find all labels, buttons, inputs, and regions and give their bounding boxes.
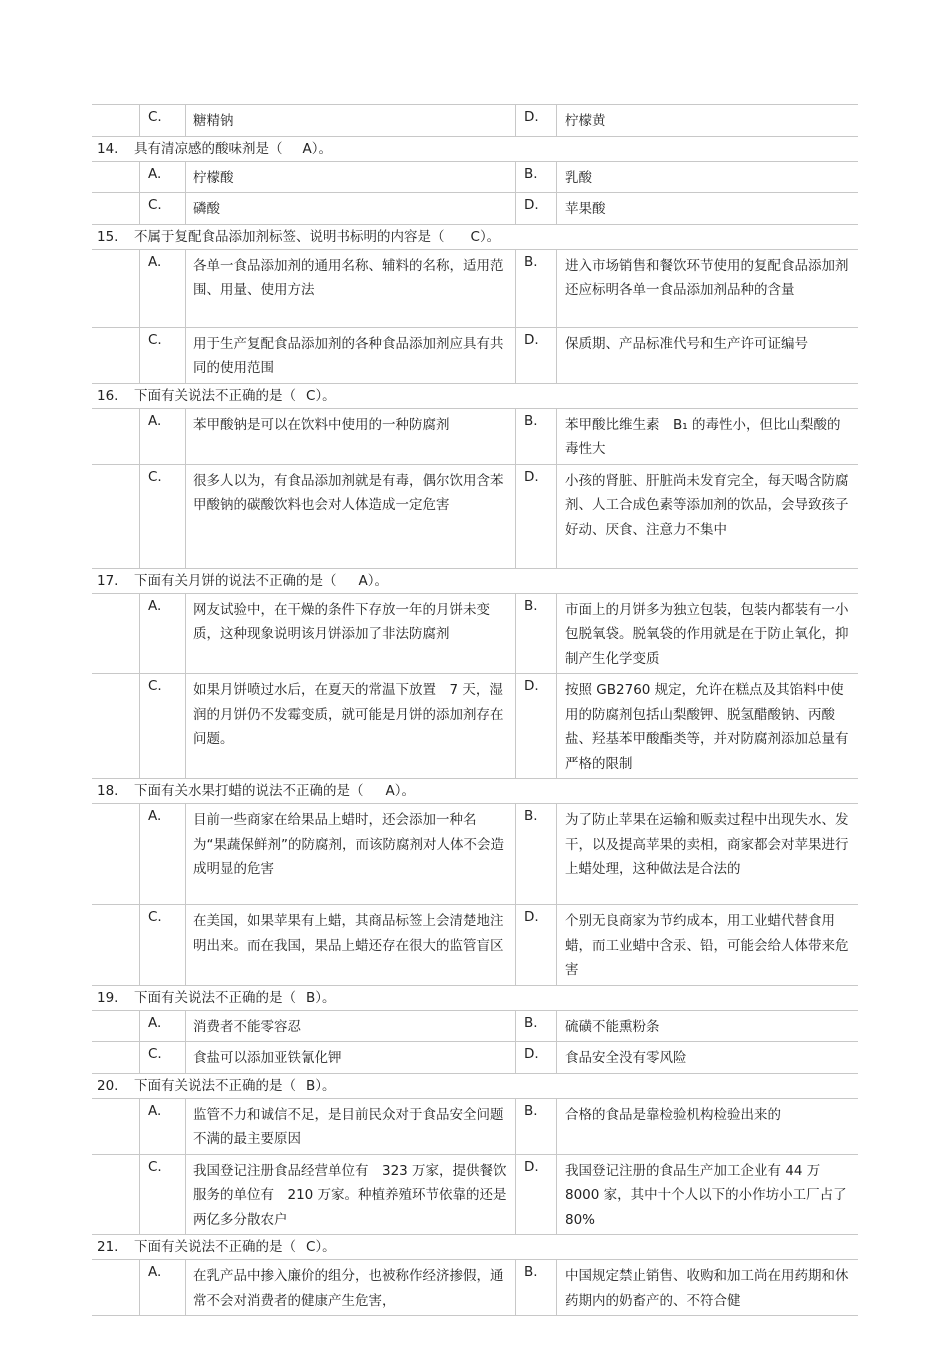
stem-end: ）。 — [394, 783, 415, 799]
stem-text: 下面有关水果打蜡的说法不正确的是（ — [134, 783, 364, 799]
stem-end: ）。 — [479, 228, 501, 245]
option-text: 个别无良商家为节约成本，用工业蜡代替食用蜡，而工业蜡中含汞、铅，可能会给人体带来危害 — [557, 905, 859, 986]
question-number: 17. — [97, 572, 119, 589]
question-number: 18. — [97, 783, 119, 799]
stem-end: ）。 — [311, 140, 332, 157]
option-text: 在美国，如果苹果有上蜡，其商品标签上会清楚地注明出来。而在我国，果品上蜡还存在很大的监管盲区 — [186, 905, 516, 986]
question-number: 14. — [97, 140, 119, 157]
option-label: B. — [516, 1260, 557, 1316]
stem-text: 下面有关说法不正确的是（ — [134, 1077, 296, 1094]
option-text: 乳酸 — [557, 161, 859, 193]
option-text: 各单一食品添加剂的通用名称、辅料的名称，适用范围、用量、使用方法 — [186, 249, 516, 327]
option-text: 我国登记注册食品经营单位有 323 万家，提供餐饮服务的单位有 210 万家。种植养殖环节依靠的还是两亿多分散农户 — [186, 1154, 516, 1235]
option-label: A. — [140, 249, 186, 327]
option-label: A. — [140, 1010, 186, 1042]
stem-text: 下面有关说法不正确的是（ — [134, 1239, 296, 1255]
stem-text: 下面有关说法不正确的是（ — [134, 989, 296, 1006]
q18-options — [92, 803, 858, 986]
stem-text: 下面有关月饼的说法不正确的是（ — [134, 572, 337, 589]
option-label: A. — [140, 1260, 186, 1316]
stem-text: 具有清凉感的酸味剂是（ — [134, 140, 283, 157]
option-text: 我国登记注册的食品生产加工企业有 44 万 8000 家，其中十个人以下的小作坊小工厂占了 80% — [557, 1154, 859, 1235]
option-label: D. — [516, 674, 557, 779]
question-stem — [92, 986, 858, 1010]
option-text: 保质期、产品标准代号和生产许可证编号 — [557, 327, 859, 383]
option-text: 中国规定禁止销售、收购和加工尚在用药期和休药期内的奶畜产的、不符合健 — [557, 1260, 859, 1316]
option-label: C. — [140, 193, 186, 225]
option-text: 为了防止苹果在运输和贩卖过程中出现失水、发干，以及提高苹果的卖相，商家都会对苹果进行上蜡处理，这种做法是合法的 — [557, 804, 859, 905]
stem-text: 下面有关说法不正确的是（ — [134, 387, 296, 404]
option-text: 在乳产品中掺入廉价的组分，也被称作经济掺假，通常不会对消费者的健康产生危害， — [186, 1260, 516, 1316]
option-label: B. — [516, 1010, 557, 1042]
option-label: A. — [140, 804, 186, 905]
option-text: 食品安全没有零风险 — [557, 1042, 859, 1074]
option-text: 合格的食品是靠检验机构检验出来的 — [557, 1098, 859, 1154]
stem-end: ）。 — [315, 989, 336, 1006]
option-label: A. — [140, 593, 186, 674]
answer-letter: B — [306, 1077, 316, 1094]
question-stem — [92, 569, 858, 593]
q14-options — [92, 161, 858, 225]
q17-options — [92, 593, 858, 780]
answer-letter: A — [302, 140, 312, 157]
option-label: B. — [516, 408, 557, 464]
q16-options — [92, 408, 858, 569]
answer-letter: C — [306, 387, 316, 404]
question-stem — [92, 1235, 858, 1259]
answer-letter: A — [358, 572, 368, 589]
option-label: B. — [516, 249, 557, 327]
option-label: A. — [140, 408, 186, 464]
option-text: 硫磺不能熏粉条 — [557, 1010, 859, 1042]
option-text: 磷酸 — [186, 193, 516, 225]
question-number: 19. — [97, 989, 119, 1006]
q13-options — [92, 104, 858, 137]
option-text: 网友试验中，在干燥的条件下存放一年的月饼未变质，这种现象说明该月饼添加了非法防腐剂 — [186, 593, 516, 674]
option-label: C. — [140, 105, 186, 137]
option-label: C. — [140, 464, 186, 568]
option-label: D. — [516, 1154, 557, 1235]
question-number: 15. — [97, 228, 119, 245]
option-text: 苯甲酸钠是可以在饮料中使用的一种防腐剂 — [186, 408, 516, 464]
option-label: B. — [516, 1098, 557, 1154]
option-label: C. — [140, 1154, 186, 1235]
option-label: B. — [516, 161, 557, 193]
option-label: D. — [516, 105, 557, 137]
option-text: 苹果酸 — [557, 193, 859, 225]
question-number: 21. — [97, 1239, 119, 1255]
option-text: 如果月饼喷过水后，在夏天的常温下放置 7 天，湿润的月饼仍不发霉变质，就可能是月饼的添加剂存在问题。 — [186, 674, 516, 779]
question-number: 20. — [97, 1077, 119, 1094]
q20-options — [92, 1098, 861, 1236]
question-stem — [92, 779, 858, 803]
option-text: 用于生产复配食品添加剂的各种食品添加剂应具有共同的使用范围 — [186, 327, 516, 383]
quiz-page — [92, 104, 861, 1316]
answer-letter: C — [306, 1239, 316, 1255]
option-text: 小孩的肾脏、肝脏尚未发育完全，每天喝含防腐剂、人工合成色素等添加剂的饮品，会导致孩子好动、厌食、注意力不集中 — [557, 464, 859, 568]
option-text: 糖精钠 — [186, 105, 516, 137]
q19-options — [92, 1010, 858, 1074]
option-label: C. — [140, 674, 186, 779]
answer-letter: C — [470, 228, 480, 245]
answer-letter: A — [385, 783, 395, 799]
option-label: D. — [516, 464, 557, 568]
option-label: A. — [140, 161, 186, 193]
question-stem — [92, 225, 858, 249]
option-text: 消费者不能零容忍 — [186, 1010, 516, 1042]
option-label: A. — [140, 1098, 186, 1154]
option-text: 柠檬黄 — [557, 105, 859, 137]
option-label: C. — [140, 327, 186, 383]
answer-letter: B — [306, 989, 316, 1006]
option-text: 进入市场销售和餐饮环节使用的复配食品添加剂还应标明各单一食品添加剂品种的含量 — [557, 249, 859, 327]
q15-options — [92, 249, 858, 384]
option-text: 食盐可以添加亚铁氰化钾 — [186, 1042, 516, 1074]
stem-text: 不属于复配食品添加剂标签、说明书标明的内容是（ — [134, 228, 445, 245]
question-stem — [92, 1074, 858, 1098]
stem-end: ）。 — [315, 387, 336, 404]
option-label: C. — [140, 1042, 186, 1074]
option-label: C. — [140, 905, 186, 986]
question-stem — [92, 384, 858, 408]
q21-options — [92, 1259, 858, 1316]
stem-end: ）。 — [315, 1239, 336, 1255]
option-text: 监管不力和诚信不足，是目前民众对于食品安全问题不满的最主要原因 — [186, 1098, 516, 1154]
option-label: D. — [516, 905, 557, 986]
option-text: 市面上的月饼多为独立包装，包装内都装有一小包脱氧袋。脱氧袋的作用就是在于防止氧化，抑制产生化学变质 — [557, 593, 859, 674]
option-label: B. — [516, 804, 557, 905]
option-label: B. — [516, 593, 557, 674]
option-label: D. — [516, 193, 557, 225]
question-stem — [92, 137, 858, 161]
option-label: D. — [516, 1042, 557, 1074]
question-number: 16. — [97, 387, 119, 404]
option-text: 很多人以为，有食品添加剂就是有毒，偶尔饮用含苯甲酸钠的碳酸饮料也会对人体造成一定危害 — [186, 464, 516, 568]
option-text: 苯甲酸比维生素 B₁ 的毒性小，但比山梨酸的毒性大 — [557, 408, 859, 464]
option-label: D. — [516, 327, 557, 383]
stem-end: ）。 — [315, 1077, 336, 1094]
option-text: 按照 GB2760 规定，允许在糕点及其馅料中使用的防腐剂包括山梨酸钾、脱氢醋酸钠、丙酸盐、羟基苯甲酸酯类等，并对防腐剂添加总量有严格的限制 — [557, 674, 859, 779]
option-text: 柠檬酸 — [186, 161, 516, 193]
option-text: 目前一些商家在给果品上蜡时，还会添加一种名为“果蔬保鲜剂”的防腐剂，而该防腐剂对人体不会造成明显的危害 — [186, 804, 516, 905]
stem-end: ）。 — [367, 572, 388, 589]
